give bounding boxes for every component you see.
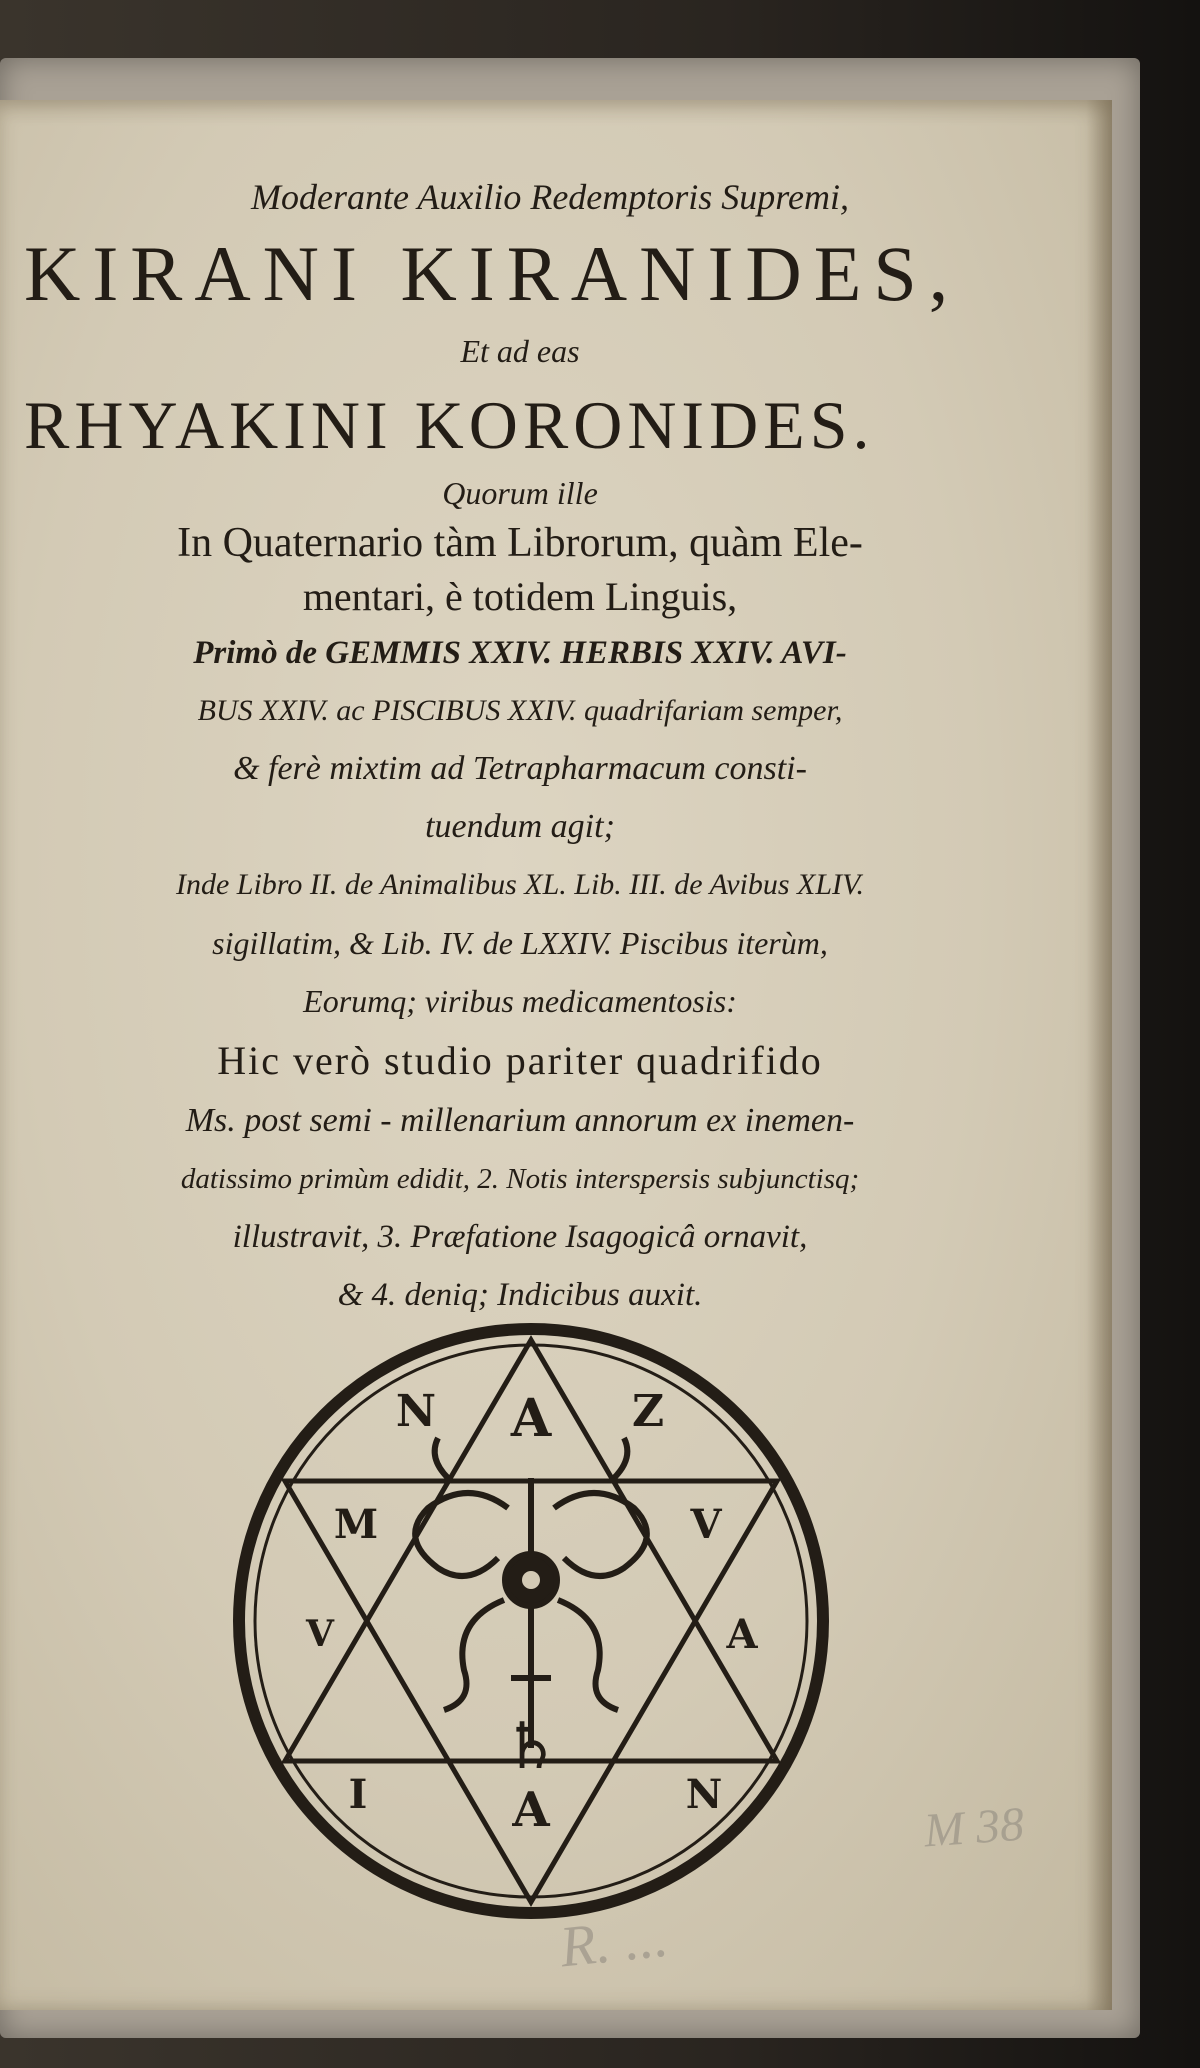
page-shadow (1086, 100, 1112, 2010)
title-page (0, 100, 1112, 2010)
title-text (20, 168, 1020, 1324)
alchemical-seal (228, 1318, 834, 1924)
dedication-line: Moderante Auxilio Redemptoris Supremi, (251, 177, 849, 217)
shelfmark-note: M 38 (922, 1797, 1026, 1858)
body-line-14: & 4. deniq; Indicibus auxit. (337, 1277, 703, 1313)
seal-letter-bottom: A (512, 1782, 550, 1838)
seal-letter-right-upper: V (690, 1501, 722, 1548)
body-line-4: BUS XXIV. ac PISCIBUS XXIV. quadrifariam semper, (197, 694, 843, 727)
seal-letter-top-left: N (395, 1386, 437, 1437)
signature-note: R. ... (556, 1903, 672, 1980)
second-title: RHYAKINI KORONIDES. (24, 387, 875, 463)
connector-line: Et ad eas (460, 333, 580, 369)
seal-letter-right-mid: A (726, 1611, 758, 1658)
body-line-5: & ferè mixtim ad Tetrapharmacum consti- (233, 750, 807, 787)
body-line-1: In Quaternario tàm Librorum, quàm Ele- (177, 520, 863, 566)
seal-letter-left-upper: M (333, 1501, 379, 1548)
seal-letter-top-right: Z (631, 1386, 665, 1437)
body-line-7: Inde Libro II. de Animalibus XL. Lib. III. de Avibus XLIV. (175, 868, 865, 901)
saturn-symbol: ♄ (502, 1709, 560, 1784)
seal-letter-bottom-left: I (348, 1771, 368, 1818)
quorum-line: Quorum ille (442, 475, 598, 511)
body-line-2: mentari, è totidem Linguis, (302, 574, 738, 619)
seal-letter-bottom-right: N (685, 1771, 723, 1818)
seal-illustration (228, 1318, 834, 1924)
body-line-10: Hic verò studio pariter quadrifido (217, 1038, 823, 1083)
body-line-6: tuendum agit; (425, 808, 615, 845)
body-line-12: datissimo primùm edidit, 2. Notis interspersis subjunctisq; (180, 1163, 860, 1195)
body-line-13: illustravit, 3. Præfatione Isagogicâ ornavit, (232, 1219, 808, 1255)
body-line-11: Ms. post semi - millenarium annorum ex inemen- (185, 1102, 855, 1139)
body-line-3: Primò de GEMMIS XXIV. HERBIS XXIV. AVI- (193, 635, 847, 671)
seal-letter-top: A (510, 1388, 552, 1449)
seal-letter-left-mid: V (306, 1613, 334, 1655)
seal-center-emblem (415, 1438, 647, 1748)
body-line-8: sigillatim, & Lib. IV. de LXXIV. Piscibus iterùm, (212, 925, 828, 961)
body-line-9: Eorumq; viribus medicamentosis: (303, 983, 737, 1019)
main-title: KIRANI KIRANIDES, (24, 230, 961, 317)
